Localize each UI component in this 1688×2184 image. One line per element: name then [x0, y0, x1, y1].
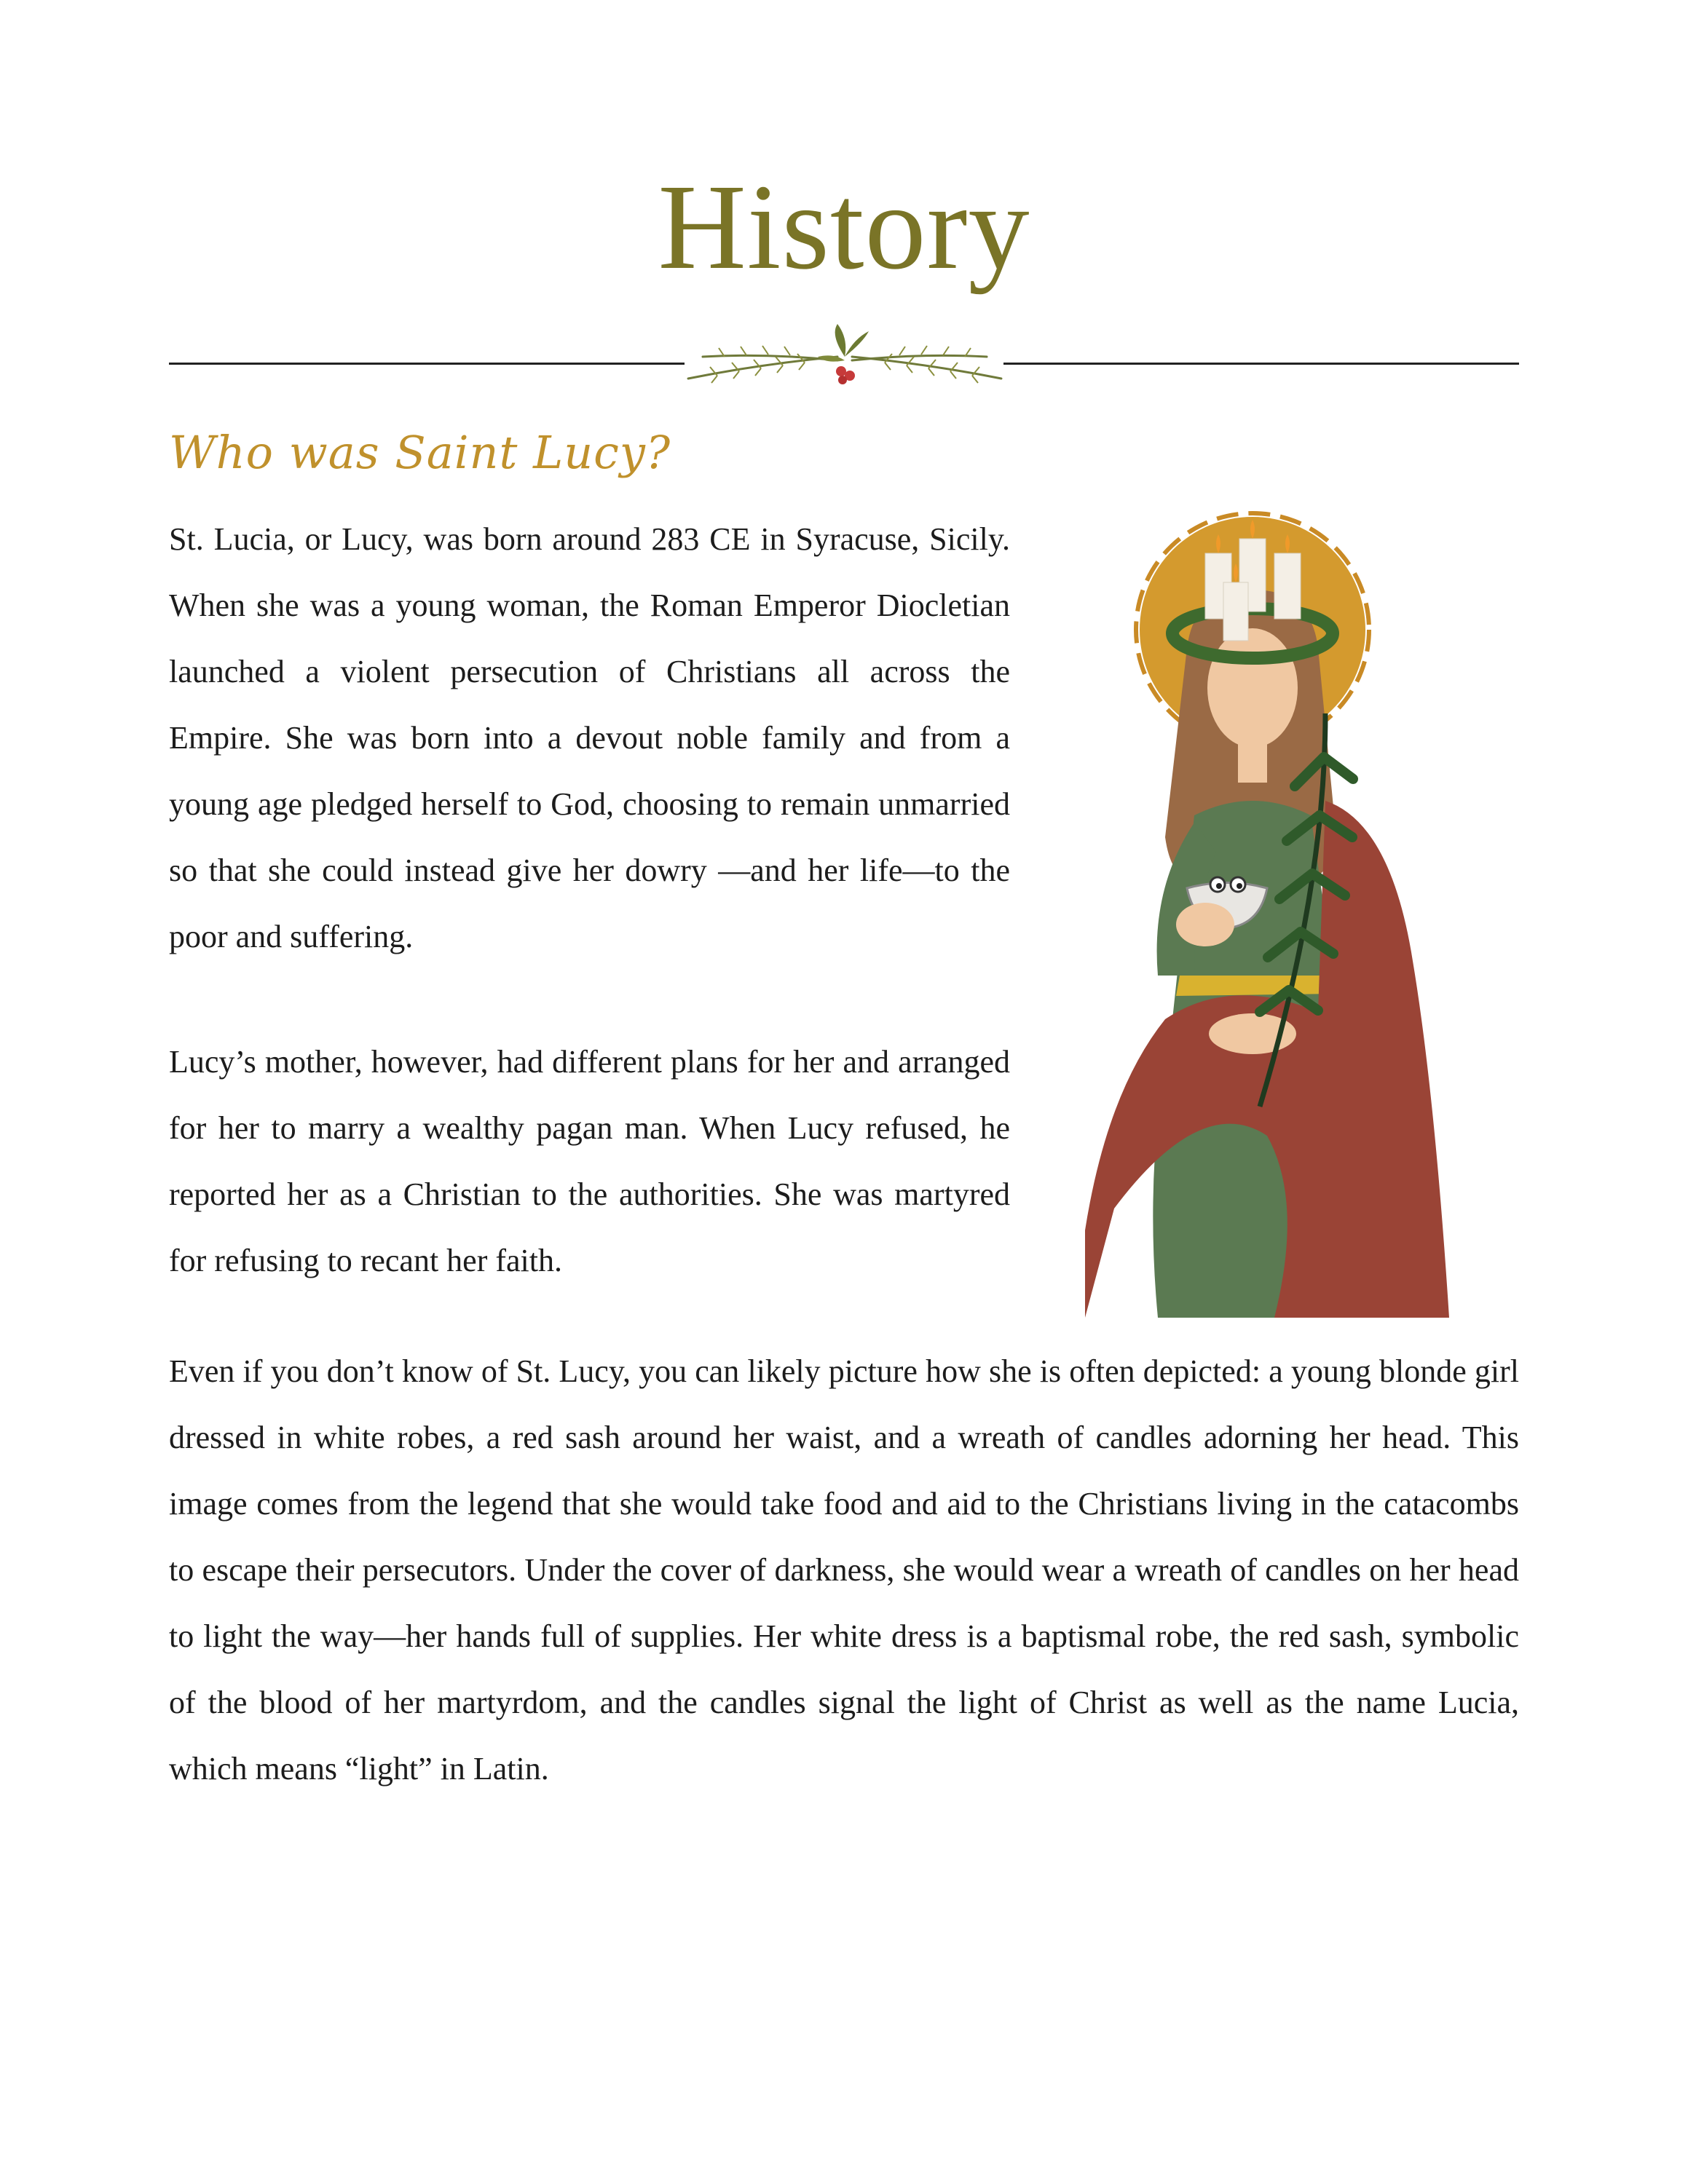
divider-left — [169, 363, 685, 365]
paragraph-3: Even if you don’t know of St. Lucy, you can likely picture how she is often depicted: a young blonde girl dressed in white robes, a red sash around her waist, and a wreath of candles adorning her head. This image comes from the legend that she would take food and aid to the Christians living in the catacombs to escape their persecutors. Under the cover of darkness, she would wear a wreath of candles on her head to light the way—her hands full of supplies. Her white dress is a baptismal robe, the red sash, symbolic of the blood of her martyrdom, and the candles signal the light of Christ as well as the name Lucia, which means “light” in Latin. — [169, 1353, 1519, 1787]
saint-lucy-illustration — [1085, 510, 1456, 1318]
holly-branch-icon — [674, 320, 1016, 400]
sash — [1176, 976, 1336, 996]
paragraph-2: Lucy’s mother, however, had different plans for her and arranged for her to marry a wealthy pagan man. When Lucy refused, he reported her as a Christian to the authorities. She was martyred for refusing to recant her faith. — [169, 1044, 1010, 1278]
paragraph-1: St. Lucia, or Lucy, was born around 283 CE in Syracuse, Sicily. When she was a young woman, the Roman Emperor Diocletian launched a violent persecution of Christians all across the Empire. She was born into a devout noble family and from a young age pledged herself to God, choosing to remain unmarried so that she could instead give her dowry —and her life—to the poor and suffering. — [169, 521, 1010, 954]
section-heading: Who was Saint Lucy? — [169, 426, 671, 479]
page-title: History — [658, 159, 1030, 295]
face — [1207, 628, 1298, 748]
divider-right — [1003, 363, 1519, 365]
